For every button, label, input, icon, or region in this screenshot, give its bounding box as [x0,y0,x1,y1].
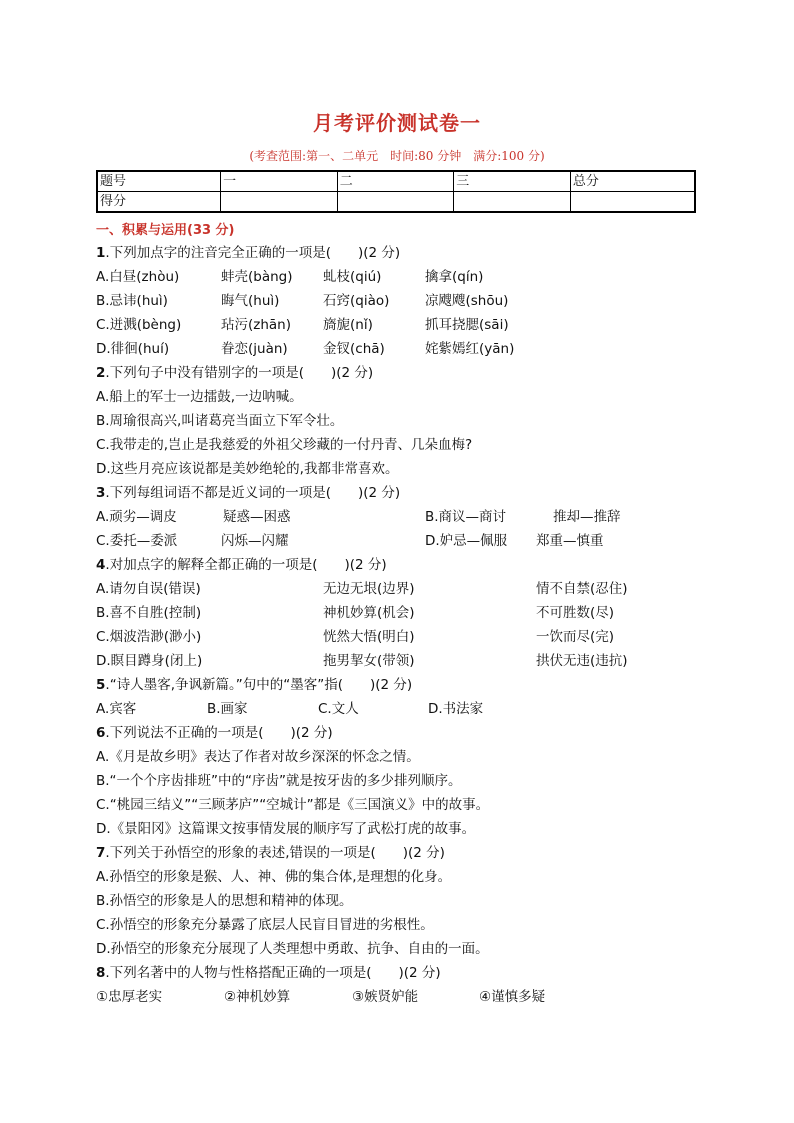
question-stem [96,243,400,263]
score-header-cell: 二 [337,171,454,192]
question-text: .下列关于孙悟空的形象的表述,错误的一项是( )(2 分) [105,845,445,861]
score-table-header-row [97,171,695,192]
option-cell: 凉飕飕(shōu) [425,293,509,309]
question-stem [96,723,333,743]
option-cell: B.喜不自胜(控制) [96,605,202,621]
option-cell: C.文人 [318,701,359,717]
option-cell: A.宾客 [96,701,137,717]
question-number: 3 [96,485,106,501]
option-line: D.这些月亮应该说都是美妙绝轮的,我都非常喜欢。 [96,461,399,477]
question-stem [96,843,445,863]
option-cell: 闪烁—闪耀 [221,533,289,549]
exam-subtitle: (考查范围:第一、二单元 时间:80 分钟 满分:100 分) [249,149,545,163]
option-cell: C.迸溅(bèng) [96,317,182,333]
question-number: 1 [96,245,106,261]
option-cell: 石窍(qiào) [323,293,390,309]
option-cell: 情不自禁(忍住) [536,581,628,597]
option-cell: D.书法家 [428,701,484,717]
option-line: B.“一个个序齿排班”中的“序齿”就是按牙齿的多少排列顺序。 [96,773,462,789]
option-cell: D.妒忌—佩服 [425,533,508,549]
score-row-label: 得分 [97,192,221,213]
option-cell: B.画家 [207,701,248,717]
question-number: 5 [96,677,106,693]
option-cell: 恍然大悟(明白) [323,629,415,645]
option-cell: C.烟波浩渺(渺小) [96,629,202,645]
option-cell: 晦气(huì) [221,293,280,309]
trait-item: ①忠厚老实 [96,989,163,1005]
score-header-cell: 题号 [97,171,221,192]
question-stem [96,555,387,575]
option-cell: 推却—推辞 [553,509,621,525]
question-text: .下列加点字的注音完全正确的一项是( )(2 分) [105,245,401,261]
option-cell: 拱伏无违(违抗) [536,653,628,669]
question-text: .下列每组词语不都是近义词的一项是( )(2 分) [105,485,401,501]
option-cell: 擒拿(qín) [425,269,484,285]
score-input-cell[interactable] [221,192,338,213]
trait-item: ②神机妙算 [224,989,291,1005]
option-line: C.孙悟空的形象充分暴露了底层人民盲目冒进的劣根性。 [96,917,434,933]
option-cell: 旖旎(nǐ) [323,317,373,333]
option-cell: A.顽劣—调皮 [96,509,177,525]
option-line: C.我带走的,岂止是我慈爱的外祖父珍藏的一付丹青、几朵血梅? [96,437,473,453]
option-cell: 蚌壳(bàng) [221,269,293,285]
option-cell: 郑重—慎重 [536,533,604,549]
option-line: A.《月是故乡明》表达了作者对故乡深深的怀念之情。 [96,749,420,765]
question-stem [96,675,412,695]
question-number: 2 [96,365,106,381]
question-number: 4 [96,557,106,573]
question-number: 7 [96,845,106,861]
question-text: .“诗人墨客,争讽新篇。”句中的“墨客”指( )(2 分) [105,677,413,693]
option-line: D.《景阳冈》这篇课文按事情发展的顺序写了武松打虎的故事。 [96,821,476,837]
trait-item: ④谨慎多疑 [479,989,546,1005]
score-header-cell: 总分 [570,171,695,192]
score-table-score-row [97,192,695,213]
option-cell: 不可胜数(尽) [536,605,615,621]
option-cell: 拖男挈女(带领) [323,653,415,669]
score-input-cell[interactable] [454,192,571,213]
option-cell: A.白昼(zhòu) [96,269,180,285]
option-line: B.周瑜很高兴,叫诸葛亮当面立下军令壮。 [96,413,344,429]
question-stem [96,963,441,983]
option-cell: C.委托—委派 [96,533,178,549]
option-cell: 玷污(zhān) [221,317,292,333]
option-line: C.“桃园三结义”“三顾茅庐”“空城计”都是《三国演义》中的故事。 [96,797,490,813]
trait-item: ③嫉贤妒能 [352,989,419,1005]
question-number: 6 [96,725,106,741]
score-header-cell: 三 [454,171,571,192]
option-cell: 姹紫嫣红(yān) [425,341,515,357]
option-cell: 眷恋(juàn) [221,341,288,357]
question-text: .下列名著中的人物与性格搭配正确的一项是( )(2 分) [105,965,441,981]
page-title: 月考评价测试卷一 [313,111,481,135]
question-text: .下列说法不正确的一项是( )(2 分) [105,725,333,741]
score-input-cell[interactable] [337,192,454,213]
question-stem [96,363,373,383]
option-cell: A.请勿自误(错误) [96,581,201,597]
option-cell: B.忌讳(huì) [96,293,168,309]
option-cell: 抓耳挠腮(sāi) [425,317,509,333]
question-stem [96,483,400,503]
option-cell: 虬枝(qiú) [323,269,382,285]
option-line: A.船上的军士一边擂鼓,一边呐喊。 [96,389,303,405]
option-cell: 一饮而尽(完) [536,629,615,645]
option-cell: 无边无垠(边界) [323,581,415,597]
question-text: .下列句子中没有错别字的一项是( )(2 分) [105,365,374,381]
score-table [96,170,696,213]
score-header-cell: 一 [221,171,338,192]
option-line: A.孙悟空的形象是猴、人、神、佛的集合体,是理想的化身。 [96,869,452,885]
option-cell: B.商议—商讨 [425,509,507,525]
question-number: 8 [96,965,106,981]
option-line: D.孙悟空的形象充分展现了人类理想中勇敢、抗争、自由的一面。 [96,941,489,957]
question-text: .对加点字的解释全都正确的一项是( )(2 分) [105,557,387,573]
option-cell: D.瞑目蹲身(闭上) [96,653,203,669]
option-cell: 神机妙算(机会) [323,605,415,621]
option-line: B.孙悟空的形象是人的思想和精神的体现。 [96,893,353,909]
option-cell: 疑惑—困惑 [223,509,291,525]
option-cell: D.徘徊(huí) [96,341,170,357]
score-input-cell[interactable] [570,192,695,213]
option-cell: 金钗(chā) [323,341,385,357]
section-heading: 一、积累与运用(33 分) [96,223,235,238]
